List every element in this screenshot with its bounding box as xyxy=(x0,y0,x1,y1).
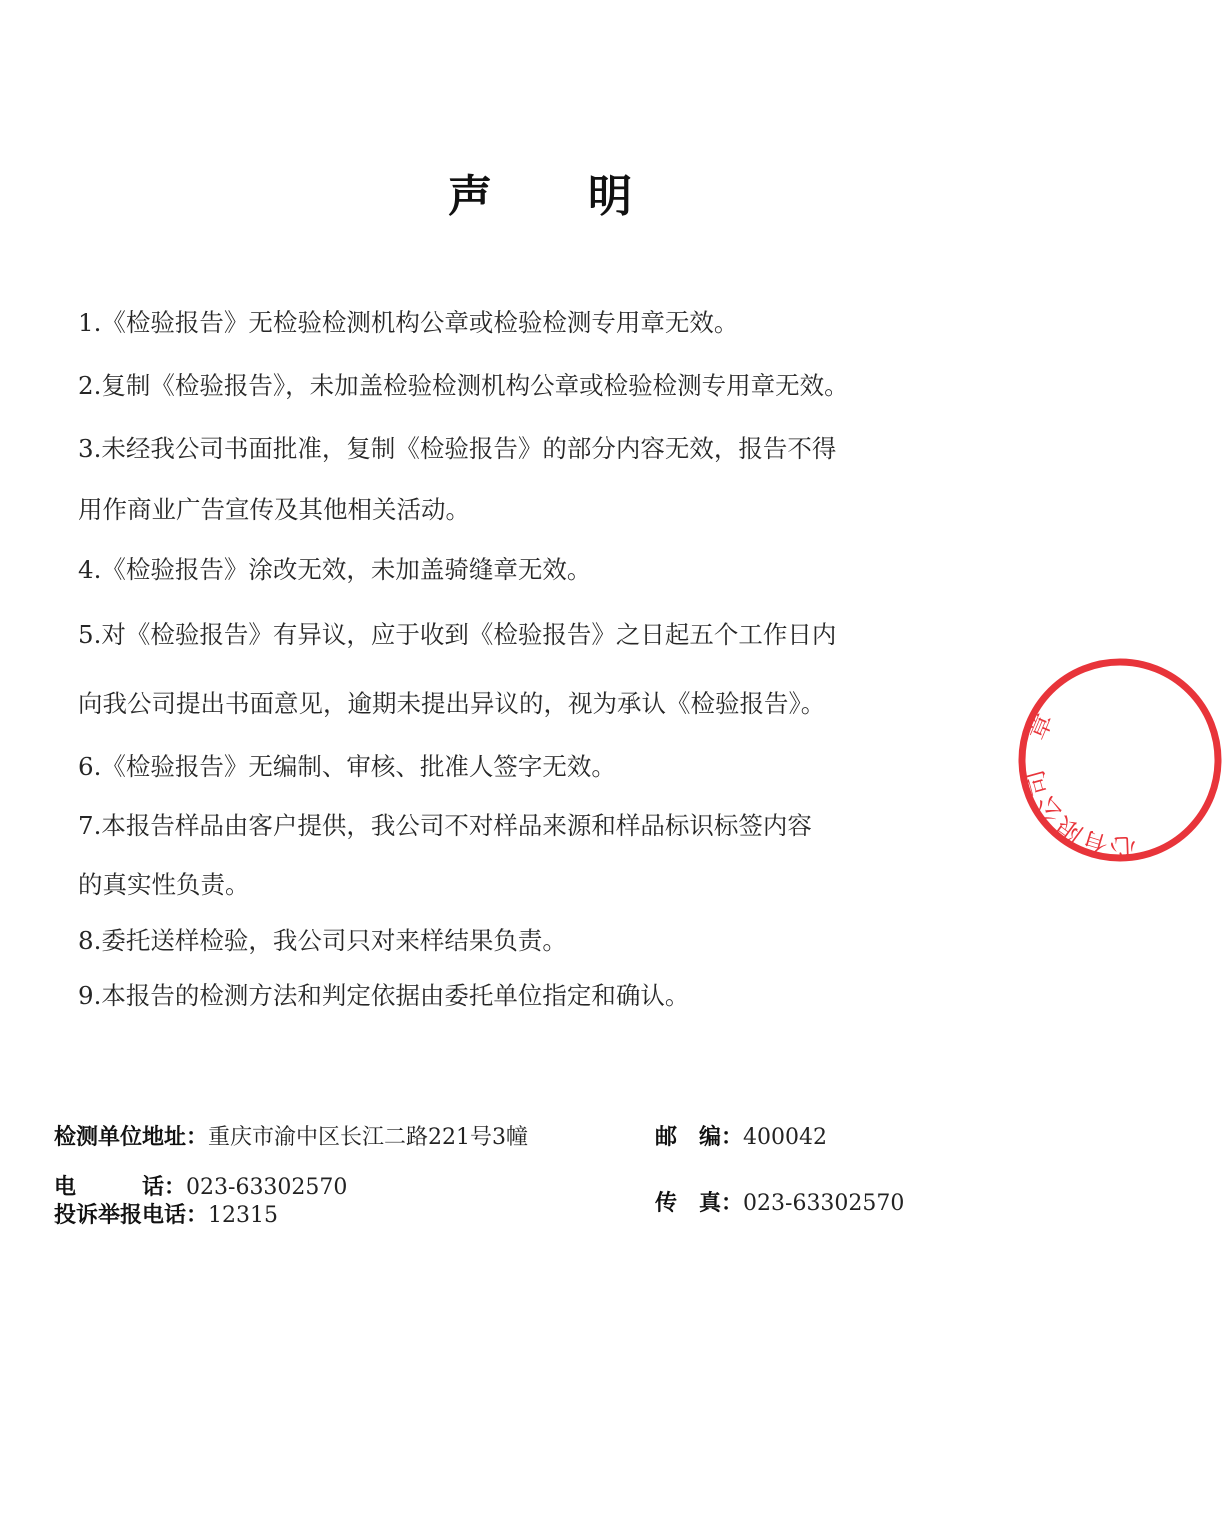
address-label: 检测单位地址： xyxy=(54,1125,209,1150)
clause-5: 5.对《检验报告》有异议，应于收到《检验报告》之日起五个工作日内 xyxy=(78,620,837,649)
fax-row xyxy=(655,1186,904,1217)
company-seal xyxy=(1010,650,1230,870)
clause-6: 6.《检验报告》无编制、审核、批准人签字无效。 xyxy=(78,752,616,781)
postcode-row xyxy=(655,1120,827,1151)
complaint-row xyxy=(54,1198,278,1229)
page-title xyxy=(0,160,1080,224)
phone-value: 023-63302570 xyxy=(186,1175,348,1200)
clause-7-continued: 的真实性负责。 xyxy=(78,870,250,899)
clause-2: 2.复制《检验报告》，未加盖检验检测机构公章或检验检测专用章无效。 xyxy=(78,371,849,400)
seal-ring xyxy=(1022,662,1218,858)
postcode-value: 400042 xyxy=(743,1125,827,1150)
clause-3-continued: 用作商业广告宣传及其他相关活动。 xyxy=(78,495,470,524)
postcode-label: 邮 编： xyxy=(655,1125,744,1150)
clause-1: 1.《检验报告》无检验检测机构公章或检验检测专用章无效。 xyxy=(78,308,739,337)
address-row xyxy=(54,1120,528,1151)
complaint-label: 投诉举报电话： xyxy=(54,1203,209,1228)
seal-text: 心有限公司 章 xyxy=(1018,708,1137,862)
clause-5-continued: 向我公司提出书面意见，逾期未提出异议的，视为承认《检验报告》。 xyxy=(78,689,826,718)
phone-label: 电 话： xyxy=(54,1175,187,1200)
clause-4: 4.《检验报告》涂改无效，未加盖骑缝章无效。 xyxy=(78,555,592,584)
clause-3: 3.未经我公司书面批准，复制《检验报告》的部分内容无效，报告不得 xyxy=(78,434,837,463)
title-char-2: 明 xyxy=(588,171,632,222)
fax-value: 023-63302570 xyxy=(743,1191,905,1216)
title-char-1: 声 xyxy=(448,171,492,222)
complaint-value: 12315 xyxy=(208,1203,279,1228)
clause-8: 8.委托送样检验，我公司只对来样结果负责。 xyxy=(78,926,567,955)
clause-7: 7.本报告样品由客户提供，我公司不对样品来源和样品标识标签内容 xyxy=(78,811,812,840)
clause-9: 9.本报告的检测方法和判定依据由委托单位指定和确认。 xyxy=(78,981,690,1010)
address-value: 重庆市渝中区长江二路221号3幢 xyxy=(208,1125,529,1150)
fax-label: 传 真： xyxy=(655,1191,744,1216)
phone-row xyxy=(54,1170,347,1201)
